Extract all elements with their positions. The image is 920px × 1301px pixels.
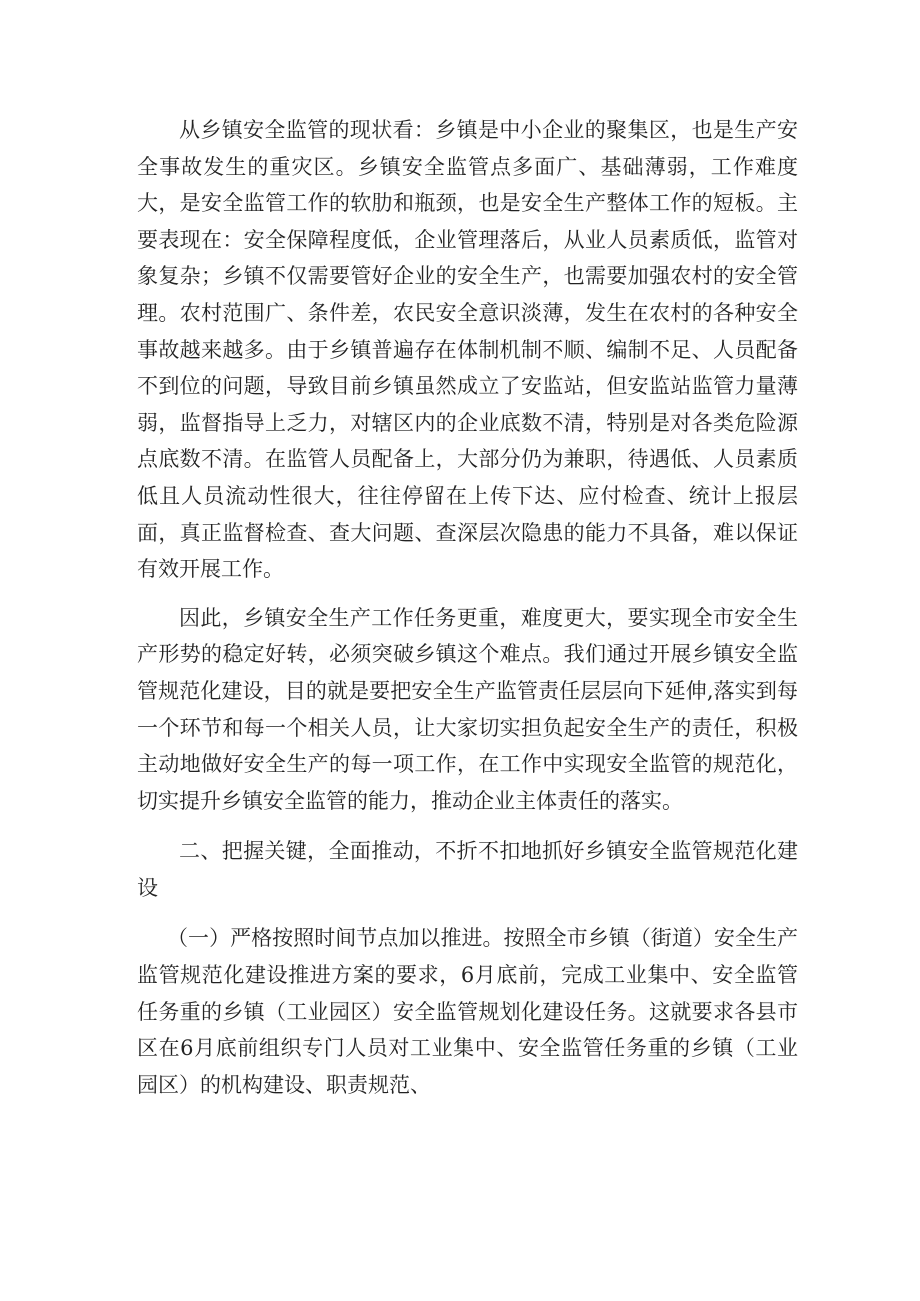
subsection-paragraph: （一）严格按照时间节点加以推进。按照全市乡镇（街道）安全生产监管规范化建设推进方案的要求，6月底前，完成工业集中、安全监管任务重的乡镇（工业园区）安全监管规划化建设任务。这就要求各县市区在6月底前组织专门人员对工业集中、安全监管任务重的乡镇（工业园区）的机构建设、职责规范、 [137,926,798,1097]
section-heading: 二、把握关键，全面推动，不折不扣地抓好乡镇安全监管规范化建设 [137,839,798,900]
paragraph-therefore: 因此，乡镇安全生产工作任务更重，难度更大，要实现全市安全生产形势的稳定好转，必须突破乡镇这个难点。我们通过开展乡镇安全监管规范化建设，目的就是要把安全生产监管责任层层向下延伸,落实到每一个环节和每一个相关人员，让大家切实担负起安全生产的责任，积极主动地做好安全生产的每一项工作，在工作中实现安全监管的规范化，切实提升乡镇安全监管的能力，推动企业主体责任的落实。 [137,605,798,813]
paragraph-current-situation: 从乡镇安全监管的现状看：乡镇是中小企业的聚集区，也是生产安全事故发生的重灾区。乡镇安全监管点多面广、基础薄弱，工作难度大，是安全监管工作的软肋和瓶颈，也是安全生产整体工作的短板。主要表现在：安全保障程度低，企业管理落后，从业人员素质低，监管对象复杂；乡镇不仅需要管好企业的安全生产，也需要加强农村的安全管理。农村范围广、条件差，农民安全意识淡薄，发生在农村的各种安全事故越来越多。由于乡镇普遍存在体制机制不顺、编制不足、人员配备不到位的问题，导致目前乡镇虽然成立了安监站，但安监站监管力量薄弱，监督指导上乏力，对辖区内的企业底数不清，特别是对各类危险源点底数不清。在监管人员配备上，大部分仍为兼职，待遇低、人员素质低且人员流动性很大，往往停留在上传下达、应付检查、统计上报层面，真正监督检查、查大问题、查深层次隐患的能力不具备，难以保证有效开展工作。 [137,118,798,582]
document-body [137,112,798,1103]
